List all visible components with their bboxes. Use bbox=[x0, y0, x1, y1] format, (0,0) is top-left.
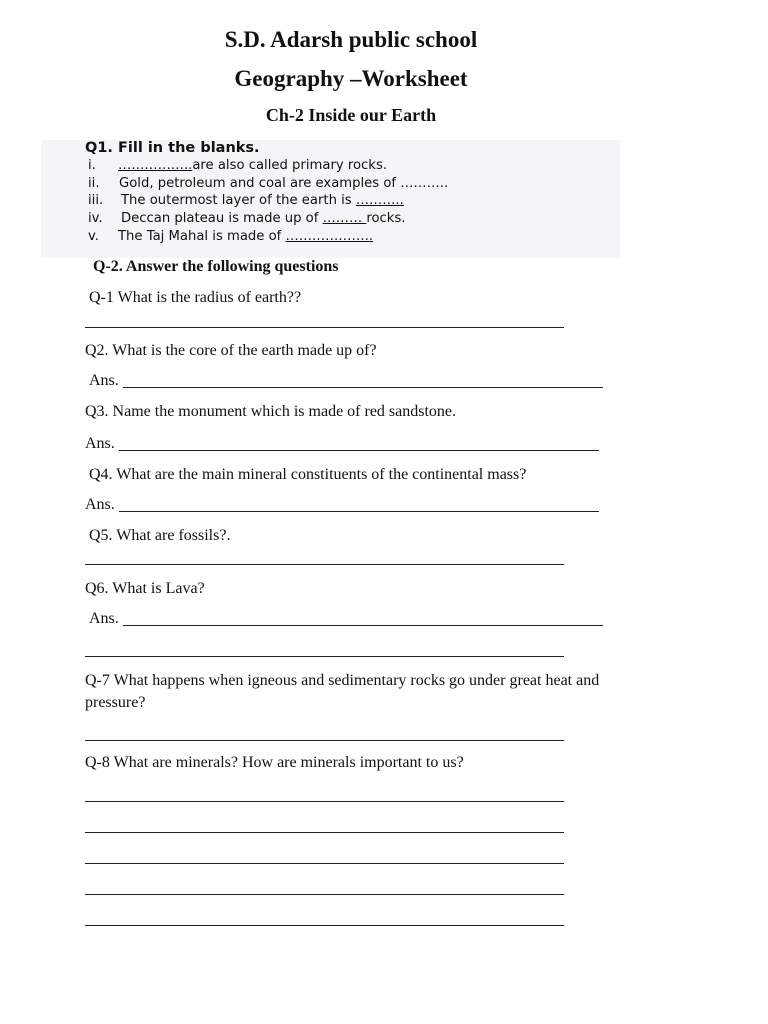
item-text: Deccan plateau is made up of ……… rocks. bbox=[121, 211, 406, 226]
blank: ……….. bbox=[355, 193, 404, 208]
worksheet-title: Geography –Worksheet bbox=[234, 66, 468, 91]
answer-line[interactable] bbox=[85, 656, 564, 657]
answer-label: Ans. bbox=[85, 435, 115, 452]
answer-line[interactable] bbox=[85, 863, 564, 864]
answer-line[interactable] bbox=[123, 625, 603, 626]
item-number: v. bbox=[88, 229, 99, 244]
answer-line[interactable] bbox=[85, 564, 564, 565]
item-number: i. bbox=[88, 158, 96, 173]
school-name: S.D. Adarsh public school bbox=[224, 27, 478, 52]
question-3: Q3. Name the monument which is made of red sandstone. bbox=[85, 403, 457, 420]
question-4: Q4. What are the main mineral constituents of the continental mass? bbox=[89, 466, 527, 483]
blank: ……………….. bbox=[285, 229, 374, 244]
question-1: Q-1 What is the radius of earth?? bbox=[89, 289, 302, 306]
answer-line[interactable] bbox=[119, 511, 599, 512]
answer-label: Ans. bbox=[89, 372, 119, 389]
answer-line[interactable] bbox=[85, 894, 564, 895]
blank: …………….. bbox=[118, 158, 193, 173]
item-text: Gold, petroleum and coal are examples of ……….. bbox=[119, 176, 449, 191]
answer-label: Ans. bbox=[89, 610, 119, 627]
item-number: iv. bbox=[88, 211, 103, 226]
chapter-title: Ch-2 Inside our Earth bbox=[265, 105, 437, 125]
q2-heading: Q-2. Answer the following questions bbox=[93, 258, 339, 275]
question-6: Q6. What is Lava? bbox=[85, 580, 205, 597]
item-number: ii. bbox=[88, 176, 100, 191]
q1-heading: Q1. Fill in the blanks. bbox=[85, 140, 260, 156]
item-text: ……………..are also called primary rocks. bbox=[118, 158, 388, 173]
question-7-continued: pressure? bbox=[85, 694, 146, 711]
item-text: The Taj Mahal is made of ……………….. bbox=[118, 229, 374, 244]
answer-line[interactable] bbox=[85, 832, 564, 833]
answer-label: Ans. bbox=[85, 496, 115, 513]
question-7: Q-7 What happens when igneous and sedimentary rocks go under great heat and bbox=[85, 672, 600, 689]
question-5: Q5. What are fossils?. bbox=[89, 527, 231, 544]
answer-line[interactable] bbox=[85, 740, 564, 741]
blank: ……… bbox=[322, 211, 367, 226]
answer-line[interactable] bbox=[123, 387, 603, 388]
answer-line[interactable] bbox=[119, 450, 599, 451]
question-8: Q-8 What are minerals? How are minerals important to us? bbox=[85, 754, 464, 771]
answer-line[interactable] bbox=[85, 801, 564, 802]
item-number: iii. bbox=[88, 193, 104, 208]
answer-line[interactable] bbox=[85, 327, 564, 328]
item-text: The outermost layer of the earth is ……….. bbox=[121, 193, 404, 208]
question-2: Q2. What is the core of the earth made up of? bbox=[85, 342, 377, 359]
answer-line[interactable] bbox=[85, 925, 564, 926]
